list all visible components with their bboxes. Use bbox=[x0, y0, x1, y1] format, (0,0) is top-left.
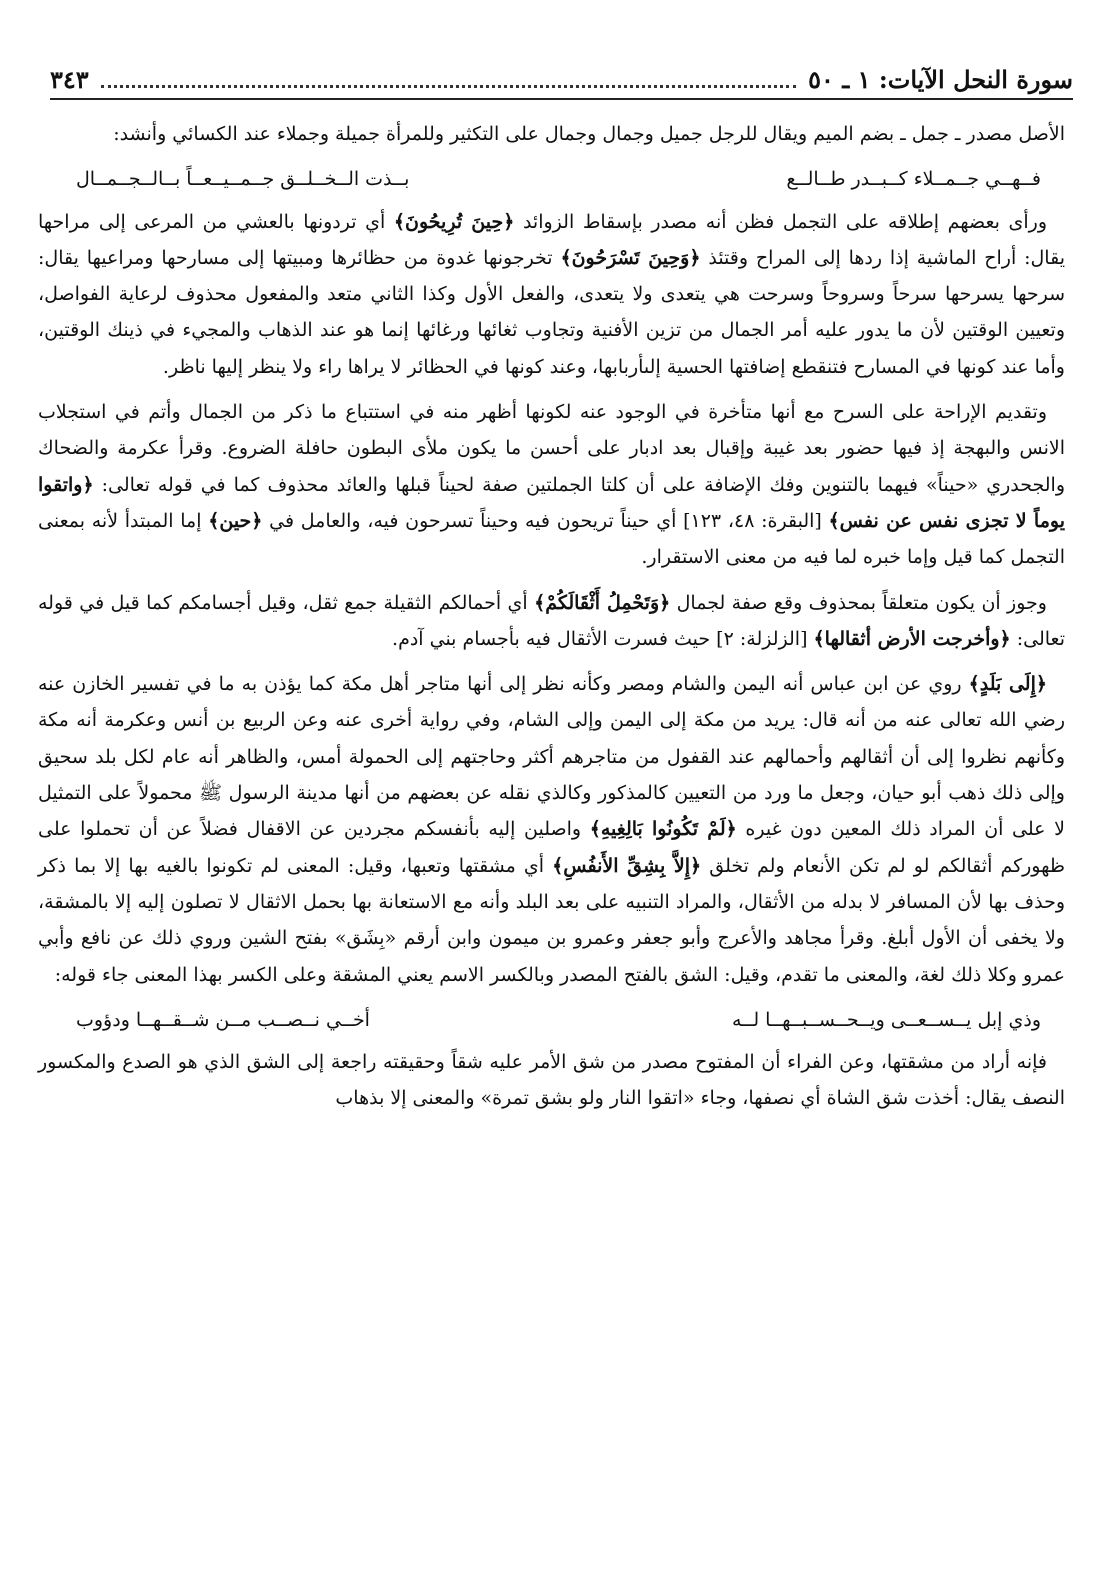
text-segment: ورأى بعضهم إطلاقه على التجمل فظن أنه مصدر بإسقاط الزوائد bbox=[514, 210, 1047, 233]
quranic-quote: ﴿إِلَى بَلَدٍ﴾ bbox=[968, 673, 1047, 696]
quranic-quote: ﴿حِينَ تُرِيحُونَ﴾ bbox=[393, 210, 515, 233]
paragraph bbox=[38, 394, 1065, 575]
paragraph bbox=[38, 116, 1065, 152]
paragraph bbox=[38, 666, 1065, 993]
paragraph bbox=[38, 204, 1065, 385]
text-segment: وتقديم الإراحة على السرح مع أنها متأخرة في الوجود عنه لكونها أظهر منه في استتباع ما ذكر من الجمال وأتم في استجلاب الانس والبهجة إذ فيها حضور بعد غيبة وإقبال بعد ادبار على أحسن ما يكون ملأى البطون حافلة الضروع. وقرأ عكرمة والضحاك والجحدري «حيناً» فيهما بالتنوين وفك الإضافة على أن كلتا الجملتين صفة لحيناً قبلها والعائد محذوف كما في قوله تعالى: bbox=[38, 401, 1065, 496]
text-segment: واصلين إليه بأنفسكم مجردين عن الاقفال فضلاً عن أن تحملوا على ظهوركم أثقالكم لو لم تكن الأنعام ولم تخلق bbox=[38, 818, 1066, 877]
text-segment: الأصل مصدر ـ جمل ـ بضم الميم ويقال للرجل جميل وجمال وجمال على التكثير وللمرأة جميلة وجملاء عند الكسائي وأنشد: bbox=[113, 123, 1065, 145]
running-title: سورة النحل الآيات: ١ ـ ٥٠ bbox=[808, 65, 1073, 94]
verse-first-hemistich: وذي إبل يــســعــى ويــحــســبــهــا لــه bbox=[732, 1008, 1041, 1031]
page-header bbox=[50, 58, 1073, 100]
text-segment: تخرجونها غدوة من حظائرها ومبيتها إلى مسارحها ومراعيها يقال: سرحها يسرحها سرحاً وسروحاً وسرحت هي يتعدى ولا يتعدى، والفعل الأول وكذا الثاني متعد والمفعول محذوف لرعاية الفواصل، وتعيين الوقتين لأن ما يدور عليه أمر الجمال من تزين الأفنية وتجاوب ثغائها ورغائها إنما هو عند الذهاب والمجيء في ذينك الوقتين، وأما عند كونها في المسارح فتنقطع إضافتها الحسية إلىأربابها، وعند كونها في الحظائر لا يراها راء ولا ينظر إليها ناظر. bbox=[38, 246, 1065, 378]
paragraph bbox=[38, 585, 1065, 658]
text-segment: أي مشقتها وتعبها، وقيل: المعنى لم تكونوا بالغيه بها إلا بما ذكر وحذف بها لأن المسافر لا بدله من الأثقال، والمراد التنبيه على بعد البلد وأنه مع الاستعانة بها بحمل الاثقال لا تصلون إليه إلا بالمشقة، ولا يخفى أن الأول أبلغ. وقرأ مجاهد والأعرج وأبو جعفر وعمرو بن ميمون وابن أرقم «بِشَق» بفتح الشين وروي ذلك عن نافع وأبي عمرو وكلا ذلك لغة، والمعنى ما تقدم، وقيل: الشق بالفتح المصدر وبالكسر الاسم يعني المشقة وعلى الكسر بهذا المعنى جاء قوله: bbox=[38, 854, 1065, 986]
paragraph bbox=[38, 1044, 1065, 1117]
verse-second-hemistich: أخــي نــصــب مــن شــقــهــا ودؤوب bbox=[76, 1008, 370, 1031]
text-segment: وجوز أن يكون متعلقاً بمحذوف وقع صفة لجمال bbox=[670, 591, 1047, 614]
verse-first-hemistich: فــهــي جــمــلاء كــبــدر طــالــع bbox=[786, 168, 1041, 191]
text-segment: أي أحمالكم الثقيلة جمع ثقل، وقيل أجسامكم كما قيل في قوله تعالى: bbox=[38, 591, 1065, 650]
header-leader-dots bbox=[101, 85, 796, 88]
quranic-quote: ﴿لَمْ تَكُونُوا بَالِغِيهِ﴾ bbox=[589, 818, 737, 841]
text-segment: أي تردونها بالعشي من المرعى إلى مراحها يقال: أراح الماشية إذا ردها إلى المراح وقتئذ bbox=[38, 210, 1065, 269]
quranic-quote: ﴿إِلاَّ بِشِقِّ الأَنفُسِ﴾ bbox=[552, 854, 702, 877]
quranic-quote: ﴿وأخرجت الأرض أثقالها﴾ bbox=[813, 627, 1011, 650]
text-segment: [البقرة: ٤٨، ١٢٣] أي حيناً تريحون فيه وحيناً تسرحون فيه، والعامل في bbox=[262, 509, 829, 532]
quranic-quote: ﴿واتقوا يوماً لا تجزى نفس عن نفس﴾ bbox=[38, 473, 1065, 532]
text-segment: [الزلزلة: ٢] حيث فسرت الأثقال فيه بأجسام بني آدم. bbox=[392, 627, 814, 650]
text-segment: روي عن ابن عباس أنه اليمن والشام ومصر وكأنه نظر إلى أنها متاجر أهل مكة كما يؤذن به ما في تفسير الخازن عنه رضي الله تعالى عنه من أنه قال: يريد من مكة إلى اليمن وإلى الشام، وفي رواية أخرى عنه وعن الربيع بن أنس وعكرمة أنه مكة وكأنهم نظروا إلى أن أثقالهم وأحمالهم عند القفول من متاجرهم أكثر وحاجتهم إلى الحمولة أمس، والظاهر أنه عام لكل بلد سحيق وإلى ذلك ذهب أبو حيان، وجعل ما ورد من التعيين كالمذكور وكالذي نقله عن بعضهم من أنها مدينة الرسول ﷺ محمولاً على التمثيل لا على أن المراد ذلك المعين دون غيره bbox=[38, 673, 1066, 841]
quranic-quote: ﴿وَحِينَ تَسْرَحُونَ﴾ bbox=[560, 246, 701, 269]
page-number: ٣٤٣ bbox=[50, 65, 89, 94]
text-segment: إما المبتدأ لأنه بمعنى التجمل كما قيل وإما خبره لما فيه من معنى الاستقرار. bbox=[38, 509, 1065, 569]
quranic-quote: ﴿وَتَحْمِلُ أَثْقَالَكُمْ﴾ bbox=[534, 591, 671, 614]
poetry-verse bbox=[38, 1002, 1065, 1038]
quranic-quote: ﴿حين﴾ bbox=[208, 509, 263, 532]
text-segment: فإنه أراد من مشقتها، وعن الفراء أن المفتوح مصدر من شق الأمر عليه شقاً وحقيقته راجعة إلى الشق الذي هو الصدع والمكسور النصف يقال: أخذت شق الشاة أي نصفها، وجاء «اتقوا النار ولو بشق تمرة» والمعنى إلا بذهاب bbox=[38, 1051, 1065, 1110]
poetry-verse bbox=[38, 161, 1065, 197]
verse-second-hemistich: بــذت الــخــلــق جــمــيــعــاً بــالــجــمــال bbox=[76, 168, 410, 191]
page-body bbox=[38, 116, 1065, 1126]
